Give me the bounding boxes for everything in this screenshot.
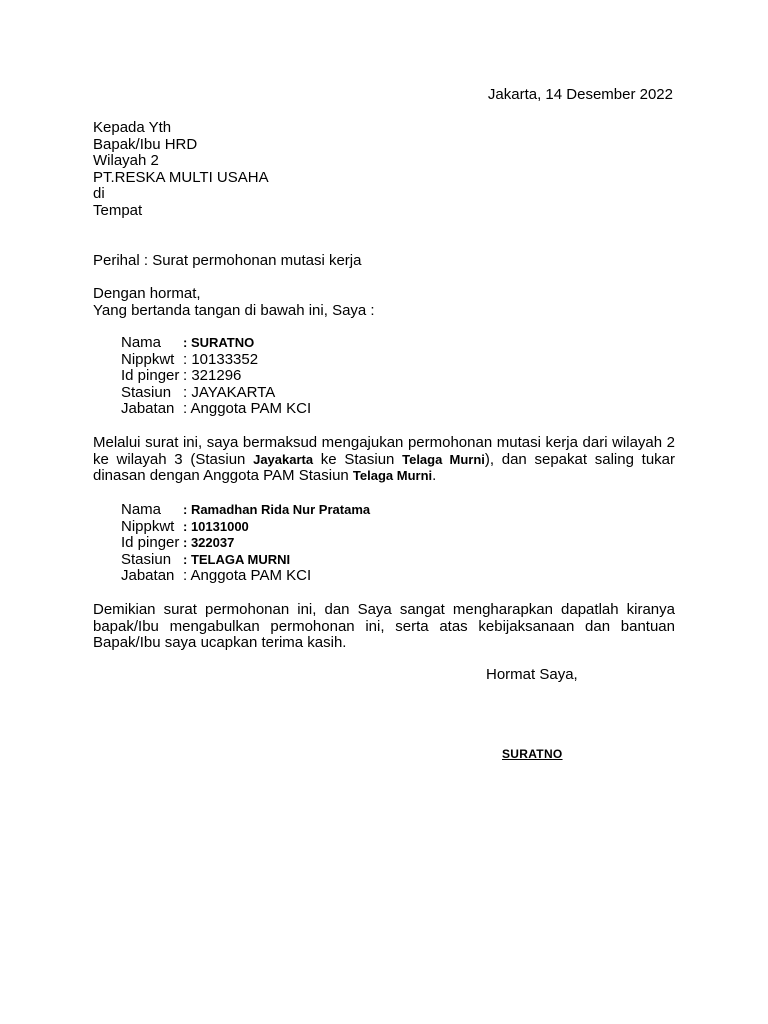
- recipient-line: Kepada Yth: [93, 119, 172, 136]
- applicant-details: [121, 335, 311, 418]
- field-label: Id pinger: [121, 534, 180, 551]
- applicant-row-jabatan: [121, 401, 311, 418]
- station-name: Telaga Murni: [352, 468, 433, 483]
- field-label: Stasiun: [121, 383, 172, 401]
- body-text: Melalui surat ini, saya bermaksud mengajukan permohonan mutasi kerja dari wilayah 2 ke wilayah 3 (Stasiun: [93, 434, 675, 468]
- field-label: Id pinger: [121, 367, 180, 384]
- greeting: [93, 286, 375, 319]
- body-text: ), dan sepakat saling tukar dinasan dengan Anggota PAM Stasiun: [93, 450, 675, 484]
- greeting-line: Dengan hormat,: [93, 285, 201, 302]
- recipient-address: [93, 120, 269, 219]
- recipient-line: Wilayah 2: [93, 152, 159, 169]
- field-value: : Ramadhan Rida Nur Pratama: [183, 502, 371, 517]
- field-value: : 321296: [183, 367, 242, 384]
- body-paragraph-1: [93, 435, 675, 485]
- partner-row-nippkwt: [121, 519, 370, 536]
- greeting-line: Yang bertanda tangan di bawah ini, Saya :: [93, 301, 375, 319]
- field-value: : JAYAKARTA: [183, 383, 276, 401]
- partner-row-jabatan: [121, 568, 370, 585]
- body-text: ke Stasiun: [313, 450, 403, 468]
- field-value: : 10133352: [183, 350, 259, 368]
- partner-row-idpinger: [121, 535, 370, 552]
- station-name: Telaga Murni: [402, 451, 485, 467]
- closing-salutation: Hormat Saya,: [486, 666, 578, 683]
- letter-date: Jakarta, 14 Desember 2022: [487, 86, 673, 103]
- applicant-row-nama: [121, 335, 311, 352]
- signature-name: SURATNO: [502, 747, 563, 761]
- field-label: Nippkwt: [121, 350, 175, 368]
- partner-row-stasiun: [121, 552, 370, 569]
- field-value: : SURATNO: [183, 335, 255, 350]
- recipient-line: Bapak/Ibu HRD: [93, 135, 198, 153]
- field-label: Jabatan: [121, 400, 175, 417]
- field-label: Nama: [121, 501, 162, 518]
- recipient-company: PT.RESKA MULTI USAHA: [93, 168, 269, 186]
- field-value: : TELAGA MURNI: [183, 551, 291, 567]
- applicant-row-stasiun: [121, 385, 311, 402]
- partner-details: [121, 502, 370, 585]
- field-value: : Anggota PAM KCI: [183, 567, 312, 584]
- recipient-line: Tempat: [93, 201, 143, 219]
- field-value: : 322037: [183, 535, 235, 550]
- body-text: .: [432, 467, 437, 484]
- recipient-line: di: [93, 185, 105, 202]
- letter-subject: Perihal : Surat permohonan mutasi kerja: [93, 252, 362, 269]
- field-label: Nippkwt: [121, 517, 175, 535]
- partner-row-nama: [121, 502, 370, 519]
- field-label: Nama: [121, 334, 162, 351]
- body-paragraph-2: Demikian surat permohonan ini, dan Saya sangat mengharapkan dapatlah kiranya bapak/Ibu mengabulkan permohonan ini, serta atas kebijaksanaan dan bantuan Bapak/Ibu saya ucapkan terima kasih.: [93, 601, 675, 651]
- field-value: : 10131000: [183, 518, 249, 534]
- field-label: Stasiun: [121, 550, 172, 568]
- field-value: : Anggota PAM KCI: [183, 400, 312, 417]
- field-label: Jabatan: [121, 567, 175, 584]
- station-name: Jayakarta: [253, 451, 314, 467]
- applicant-row-nippkwt: [121, 352, 311, 369]
- applicant-row-idpinger: [121, 368, 311, 385]
